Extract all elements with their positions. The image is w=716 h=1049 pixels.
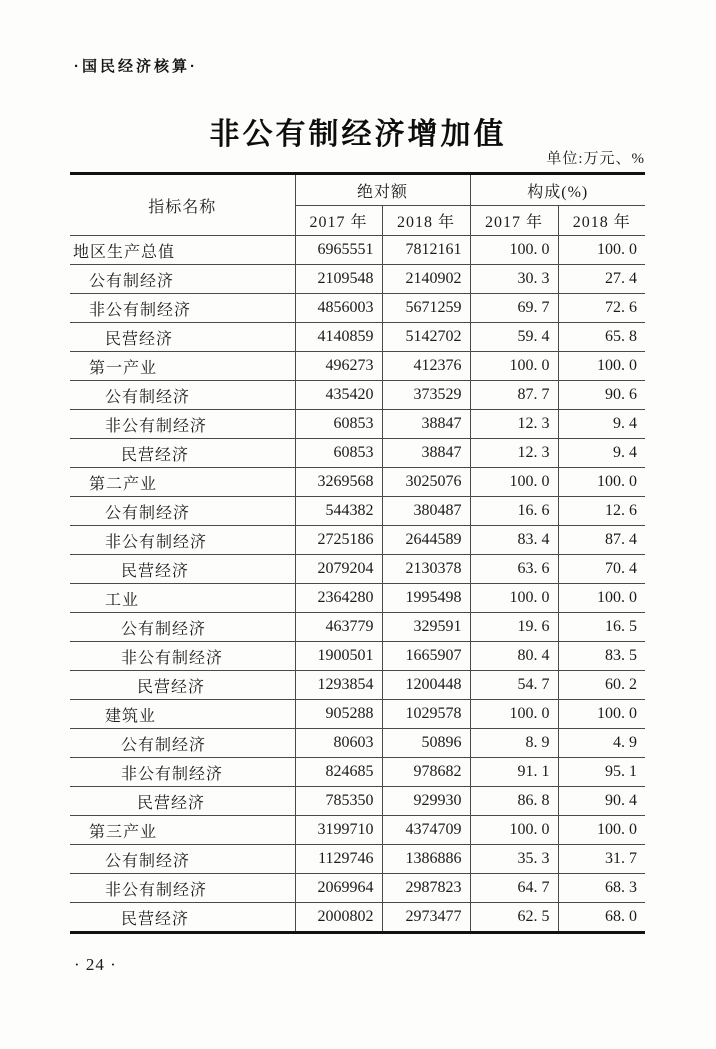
percent-2018-cell: 100. 0 bbox=[558, 584, 645, 613]
absolute-2017-cell: 2364280 bbox=[295, 584, 382, 613]
indicator-cell: 非公有制经济 bbox=[70, 410, 295, 439]
table-row bbox=[70, 758, 645, 787]
absolute-2017-cell: 3199710 bbox=[295, 816, 382, 845]
absolute-2017-cell: 2000802 bbox=[295, 903, 382, 933]
absolute-2017-cell: 544382 bbox=[295, 497, 382, 526]
percent-2018-cell: 65. 8 bbox=[558, 323, 645, 352]
absolute-2017-cell: 824685 bbox=[295, 758, 382, 787]
table-row bbox=[70, 671, 645, 700]
percent-2017-cell: 69. 7 bbox=[470, 294, 558, 323]
percent-2017-cell: 63. 6 bbox=[470, 555, 558, 584]
percent-2017-cell: 59. 4 bbox=[470, 323, 558, 352]
absolute-2018-cell: 929930 bbox=[382, 787, 470, 816]
percent-2017-cell: 64. 7 bbox=[470, 874, 558, 903]
absolute-2017-cell: 3269568 bbox=[295, 468, 382, 497]
absolute-2018-cell: 50896 bbox=[382, 729, 470, 758]
table-header bbox=[70, 174, 645, 236]
percent-2018-cell: 95. 1 bbox=[558, 758, 645, 787]
table-body bbox=[70, 236, 645, 933]
percent-2017-cell: 100. 0 bbox=[470, 700, 558, 729]
percent-2017-cell: 91. 1 bbox=[470, 758, 558, 787]
absolute-2017-cell: 4140859 bbox=[295, 323, 382, 352]
table-row bbox=[70, 874, 645, 903]
indicator-cell: 公有制经济 bbox=[70, 265, 295, 294]
absolute-2018-cell: 1665907 bbox=[382, 642, 470, 671]
table-row bbox=[70, 381, 645, 410]
absolute-2018-cell: 2130378 bbox=[382, 555, 470, 584]
percent-2018-cell: 90. 6 bbox=[558, 381, 645, 410]
absolute-2018-cell: 380487 bbox=[382, 497, 470, 526]
table-row bbox=[70, 265, 645, 294]
table-row bbox=[70, 642, 645, 671]
table-row bbox=[70, 787, 645, 816]
absolute-2017-cell: 435420 bbox=[295, 381, 382, 410]
absolute-2017-cell: 2109548 bbox=[295, 265, 382, 294]
statistics-table bbox=[70, 172, 645, 934]
indicator-cell: 公有制经济 bbox=[70, 729, 295, 758]
percent-2017-cell: 100. 0 bbox=[470, 352, 558, 381]
unit-label: 单位:万元、% bbox=[546, 151, 645, 167]
absolute-2018-cell: 3025076 bbox=[382, 468, 470, 497]
indicator-cell: 建筑业 bbox=[70, 700, 295, 729]
percent-2017-cell: 8. 9 bbox=[470, 729, 558, 758]
percent-2018-cell: 4. 9 bbox=[558, 729, 645, 758]
absolute-2017-cell: 1129746 bbox=[295, 845, 382, 874]
absolute-2018-cell: 1200448 bbox=[382, 671, 470, 700]
indicator-cell: 第一产业 bbox=[70, 352, 295, 381]
absolute-2018-cell: 5142702 bbox=[382, 323, 470, 352]
percent-2017-cell: 86. 8 bbox=[470, 787, 558, 816]
absolute-2017-cell: 80603 bbox=[295, 729, 382, 758]
indicator-cell: 非公有制经济 bbox=[70, 758, 295, 787]
percent-2018-cell: 68. 3 bbox=[558, 874, 645, 903]
percent-2018-cell: 72. 6 bbox=[558, 294, 645, 323]
absolute-2017-cell: 463779 bbox=[295, 613, 382, 642]
col-header-indicator: 指标名称 bbox=[70, 174, 295, 236]
indicator-cell: 民营经济 bbox=[70, 439, 295, 468]
percent-2018-cell: 12. 6 bbox=[558, 497, 645, 526]
page-title: 非公有制经济增加值 bbox=[209, 118, 507, 151]
percent-2017-cell: 62. 5 bbox=[470, 903, 558, 933]
table-row bbox=[70, 526, 645, 555]
percent-2018-cell: 9. 4 bbox=[558, 410, 645, 439]
indicator-cell: 民营经济 bbox=[121, 910, 190, 928]
percent-2018-cell: 83. 5 bbox=[558, 642, 645, 671]
absolute-2017-cell: 905288 bbox=[295, 700, 382, 729]
table-row bbox=[70, 497, 645, 526]
col-group-absolute-amount: 绝对额 bbox=[295, 174, 470, 206]
percent-2018-cell: 100. 0 bbox=[558, 816, 645, 845]
percent-2017-cell: 12. 3 bbox=[470, 410, 558, 439]
indicator-cell: 第二产业 bbox=[70, 468, 295, 497]
indicator-cell: 公有制经济 bbox=[70, 613, 295, 642]
absolute-2018-cell: 329591 bbox=[382, 613, 470, 642]
absolute-2017-cell: 496273 bbox=[295, 352, 382, 381]
indicator-cell: 公有制经济 bbox=[70, 381, 295, 410]
indicator-cell: 非公有制经济 bbox=[70, 642, 295, 671]
indicator-cell: 民营经济 bbox=[70, 323, 295, 352]
percent-2018-cell: 90. 4 bbox=[558, 787, 645, 816]
absolute-2017-cell: 2725186 bbox=[295, 526, 382, 555]
absolute-2018-cell: 1995498 bbox=[382, 584, 470, 613]
percent-2017-cell: 12. 3 bbox=[470, 439, 558, 468]
absolute-2017-cell: 1293854 bbox=[295, 671, 382, 700]
absolute-2017-cell: 6965551 bbox=[295, 236, 382, 265]
absolute-2017-cell: 60853 bbox=[295, 439, 382, 468]
indicator-cell: 非公有制经济 bbox=[70, 874, 295, 903]
col-header-absolute-2018: 2018 年 bbox=[382, 206, 470, 236]
indicator-cell: 民营经济 bbox=[70, 787, 295, 816]
table-row bbox=[70, 845, 645, 874]
absolute-2017-cell: 4856003 bbox=[295, 294, 382, 323]
absolute-2017-cell: 60853 bbox=[295, 410, 382, 439]
absolute-2018-cell: 978682 bbox=[382, 758, 470, 787]
absolute-2018-cell: 1029578 bbox=[382, 700, 470, 729]
table-row bbox=[70, 352, 645, 381]
table-row bbox=[70, 323, 645, 352]
absolute-2018-cell: 38847 bbox=[382, 439, 470, 468]
percent-2018-cell: 31. 7 bbox=[558, 845, 645, 874]
absolute-2017-cell: 785350 bbox=[295, 787, 382, 816]
percent-2017-cell: 80. 4 bbox=[470, 642, 558, 671]
indicator-cell: 民营经济 bbox=[70, 555, 295, 584]
percent-2018-cell: 100. 0 bbox=[558, 468, 645, 497]
table-row bbox=[70, 468, 645, 497]
absolute-2017-cell: 2079204 bbox=[295, 555, 382, 584]
indicator-cell: 公有制经济 bbox=[70, 845, 295, 874]
percent-2017-cell: 35. 3 bbox=[470, 845, 558, 874]
absolute-2018-cell: 2973477 bbox=[382, 903, 470, 933]
percent-2017-cell: 54. 7 bbox=[470, 671, 558, 700]
col-header-absolute-2017: 2017 年 bbox=[295, 206, 382, 236]
absolute-2018-cell: 373529 bbox=[382, 381, 470, 410]
table-row bbox=[70, 729, 645, 758]
percent-2017-cell: 100. 0 bbox=[470, 236, 558, 265]
percent-2017-cell: 19. 6 bbox=[470, 613, 558, 642]
percent-2018-cell: 100. 0 bbox=[558, 700, 645, 729]
indicator-cell: 第三产业 bbox=[70, 816, 295, 845]
percent-2017-cell: 30. 3 bbox=[470, 265, 558, 294]
section-header: ·国民经济核算· bbox=[74, 58, 198, 75]
absolute-2018-cell: 7812161 bbox=[382, 236, 470, 265]
percent-2018-cell: 70. 4 bbox=[558, 555, 645, 584]
absolute-2017-cell: 2069964 bbox=[295, 874, 382, 903]
percent-2017-cell: 83. 4 bbox=[470, 526, 558, 555]
table-row bbox=[70, 584, 645, 613]
table-row bbox=[70, 439, 645, 468]
table-row bbox=[70, 410, 645, 439]
indicator-cell: 工业 bbox=[70, 584, 295, 613]
page-number: · 24 · bbox=[74, 955, 117, 974]
indicator-cell: 地区生产总值 bbox=[70, 236, 295, 265]
table-row bbox=[70, 700, 645, 729]
percent-2018-cell: 27. 4 bbox=[558, 265, 645, 294]
col-group-composition-percent: 构成(%) bbox=[470, 174, 645, 206]
table-row bbox=[70, 613, 645, 642]
percent-2017-cell: 87. 7 bbox=[470, 381, 558, 410]
percent-2018-cell: 16. 5 bbox=[558, 613, 645, 642]
absolute-2017-cell: 1900501 bbox=[295, 642, 382, 671]
percent-2017-cell: 16. 6 bbox=[470, 497, 558, 526]
percent-2018-cell: 68. 0 bbox=[558, 903, 645, 933]
percent-2017-cell: 100. 0 bbox=[470, 816, 558, 845]
absolute-2018-cell: 38847 bbox=[382, 410, 470, 439]
indicator-cell: 非公有制经济 bbox=[70, 294, 295, 323]
absolute-2018-cell: 5671259 bbox=[382, 294, 470, 323]
percent-2018-cell: 9. 4 bbox=[558, 439, 645, 468]
indicator-cell: 公有制经济 bbox=[70, 497, 295, 526]
absolute-2018-cell: 412376 bbox=[382, 352, 470, 381]
absolute-2018-cell: 4374709 bbox=[382, 816, 470, 845]
table-row bbox=[70, 816, 645, 845]
indicator-cell: 非公有制经济 bbox=[70, 526, 295, 555]
col-header-percent-2018: 2018 年 bbox=[558, 206, 645, 236]
percent-2018-cell: 87. 4 bbox=[558, 526, 645, 555]
percent-2017-cell: 100. 0 bbox=[470, 584, 558, 613]
table-header-row-groups bbox=[70, 174, 645, 206]
col-header-percent-2017: 2017 年 bbox=[470, 206, 558, 236]
absolute-2018-cell: 1386886 bbox=[382, 845, 470, 874]
absolute-2018-cell: 2987823 bbox=[382, 874, 470, 903]
indicator-cell: 民营经济 bbox=[70, 671, 295, 700]
percent-2018-cell: 100. 0 bbox=[558, 352, 645, 381]
percent-2018-cell: 100. 0 bbox=[558, 236, 645, 265]
table-row bbox=[70, 555, 645, 584]
absolute-2018-cell: 2140902 bbox=[382, 265, 470, 294]
table-row bbox=[70, 236, 645, 265]
table-row bbox=[70, 294, 645, 323]
percent-2017-cell: 100. 0 bbox=[470, 468, 558, 497]
table-row bbox=[70, 903, 645, 933]
absolute-2018-cell: 2644589 bbox=[382, 526, 470, 555]
percent-2018-cell: 60. 2 bbox=[558, 671, 645, 700]
